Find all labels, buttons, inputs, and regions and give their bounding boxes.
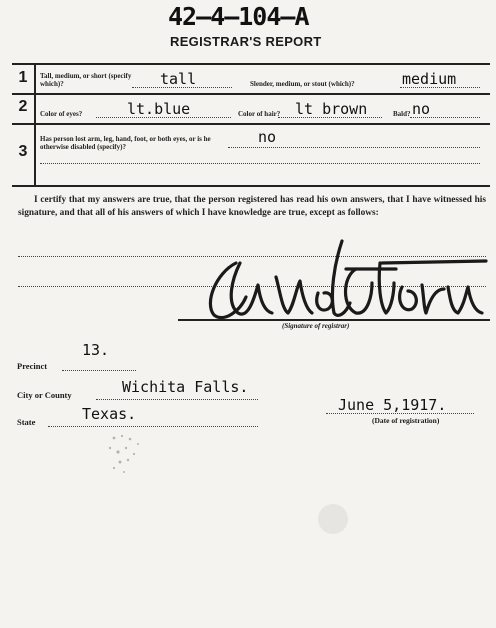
signature-line [178,319,490,321]
height-value: tall [160,70,197,88]
physical-description-table [12,63,490,187]
hair-color-label: Color of hair? [238,110,281,118]
signature-caption: (Signature of registrar) [282,322,350,330]
build-label: Slender, medium, or stout (which)? [250,80,355,88]
precinct-label: Precinct [17,361,48,371]
registration-date-line [326,413,474,414]
height-dotted-line [132,87,232,88]
height-label: Tall, medium, or short (specify which)? [40,72,132,88]
row-number: 3 [18,143,28,160]
row-number: 2 [18,98,28,115]
disability-dotted-line-2 [40,163,480,164]
row-number: 1 [18,69,28,86]
build-value: medium [402,70,457,88]
state-dotted-line [48,426,258,427]
disability-label: Has person lost arm, leg, hand, foot, or both eyes, or is he otherwise disabled (specify)? [40,135,211,151]
hair-color-value: lt brown [295,100,368,118]
state-label: State [17,417,36,427]
report-title: REGISTRAR'S REPORT [170,34,322,49]
bald-dotted-line [410,117,480,118]
precinct-value: 13. [82,341,110,359]
row-divider [12,93,490,95]
hair-color-dotted-line [278,117,382,118]
registration-date-caption: (Date of registration) [372,416,440,425]
build-dotted-line [400,87,480,88]
disability-dotted-line [228,147,480,148]
registrar-signature [196,233,488,329]
city-county-dotted-line [96,399,258,400]
eye-color-dotted-line [96,117,231,118]
city-county-value: Wichita Falls. [122,378,249,396]
serial-number: 42—4—104—A [168,2,309,31]
bald-value: no [412,100,431,118]
eye-color-label: Color of eyes? [40,110,83,118]
certification-text: I certify that my answers are true, that the person registered has read his own answers, that I have witnessed his signature, and that all of his answers of which I have knowledge are true, except as follows: [18,195,486,218]
precinct-dotted-line [62,370,136,371]
state-value: Texas. [82,405,137,423]
registration-date-value: June 5,1917. [338,396,447,414]
disability-value: no [258,128,277,146]
eye-color-value: lt.blue [127,100,191,118]
row-number-divider [34,65,36,185]
row-divider [12,123,490,125]
city-county-label: City or County [17,390,72,400]
bald-label: Bald? [393,110,411,118]
faint-mark [312,498,354,540]
stamp-smudge [100,430,160,480]
